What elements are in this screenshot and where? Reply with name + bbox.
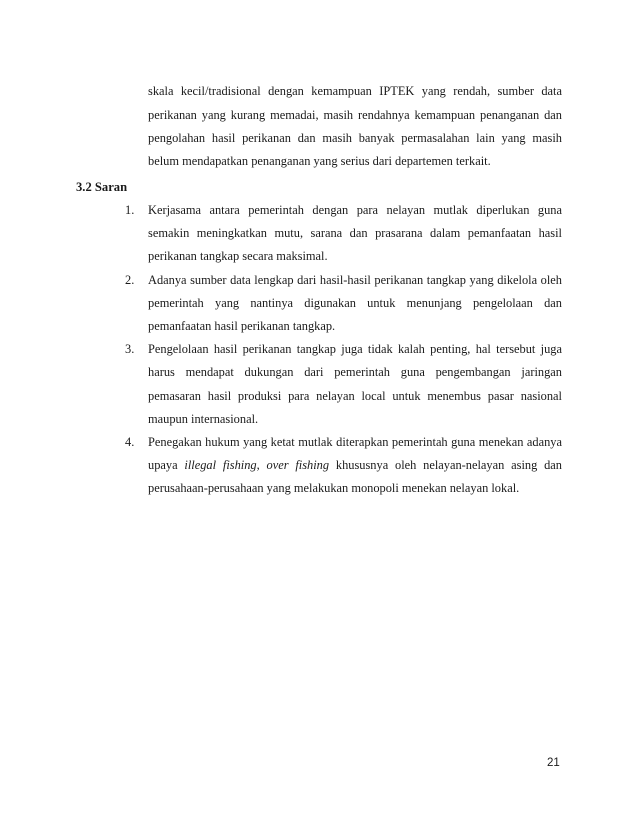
list-item-text: Pengelolaan hasil perikanan tangkap juga tidak kalah penting, hal tersebut juga harus mendapat dukungan dari pemerintah guna pengembangan jaringan pemasaran hasil produksi para nelayan local untuk menembus pasar nasional maupun internasional.: [148, 342, 562, 426]
page-number: 21: [547, 757, 560, 769]
section-heading: 3.2 Saran: [76, 180, 128, 194]
suggestion-list: [125, 199, 562, 501]
list-item: [125, 269, 562, 339]
list-item-number: 1.: [125, 203, 135, 217]
text-segment: Penegakan hukum yang ketat mutlak diterapkan pemerintah guna menekan adanya upaya: [148, 435, 562, 473]
text-segment: khususnya oleh nelayan-nelayan asing dan perusahaan-perusahaan yang melakukan monopoli menekan nelayan lokal.: [148, 458, 562, 496]
italic-term-illegal-fishing: illegal fishing: [184, 458, 257, 473]
list-item-number: 2.: [125, 272, 135, 287]
list-item: [125, 431, 562, 501]
list-item: [125, 199, 562, 269]
text-separator: ,: [256, 458, 267, 473]
list-item-text: [148, 431, 562, 501]
list-item: [125, 338, 562, 431]
italic-term-over-fishing: over fishing: [266, 458, 330, 473]
list-item-text: Kerjasama antara pemerintah dengan para nelayan mutlak diperlukan guna semakin meningkatkan mutu, sarana dan prasarana dalam pemanfaatan hasil perikanan tangkap secara maksimal.: [148, 203, 562, 264]
list-item-text: Adanya sumber data lengkap dari hasil-hasil perikanan tangkap yang dikelola oleh pemerintah yang nantinya digunakan untuk menunjang pengelolaan dan pemanfaatan hasil perikanan tangkap.: [148, 272, 562, 334]
continuation-paragraph: skala kecil/tradisional dengan kemampuan IPTEK yang rendah, sumber data perikanan yang kurang memadai, masih rendahnya kemampuan penanganan dan pengolahan hasil perikanan dan masih banyak permasalahan lain yang masih belum mendapatkan penanganan yang serius dari departemen terkait.: [148, 84, 562, 168]
list-item-number: 4.: [125, 435, 135, 450]
list-item-number: 3.: [125, 342, 135, 357]
